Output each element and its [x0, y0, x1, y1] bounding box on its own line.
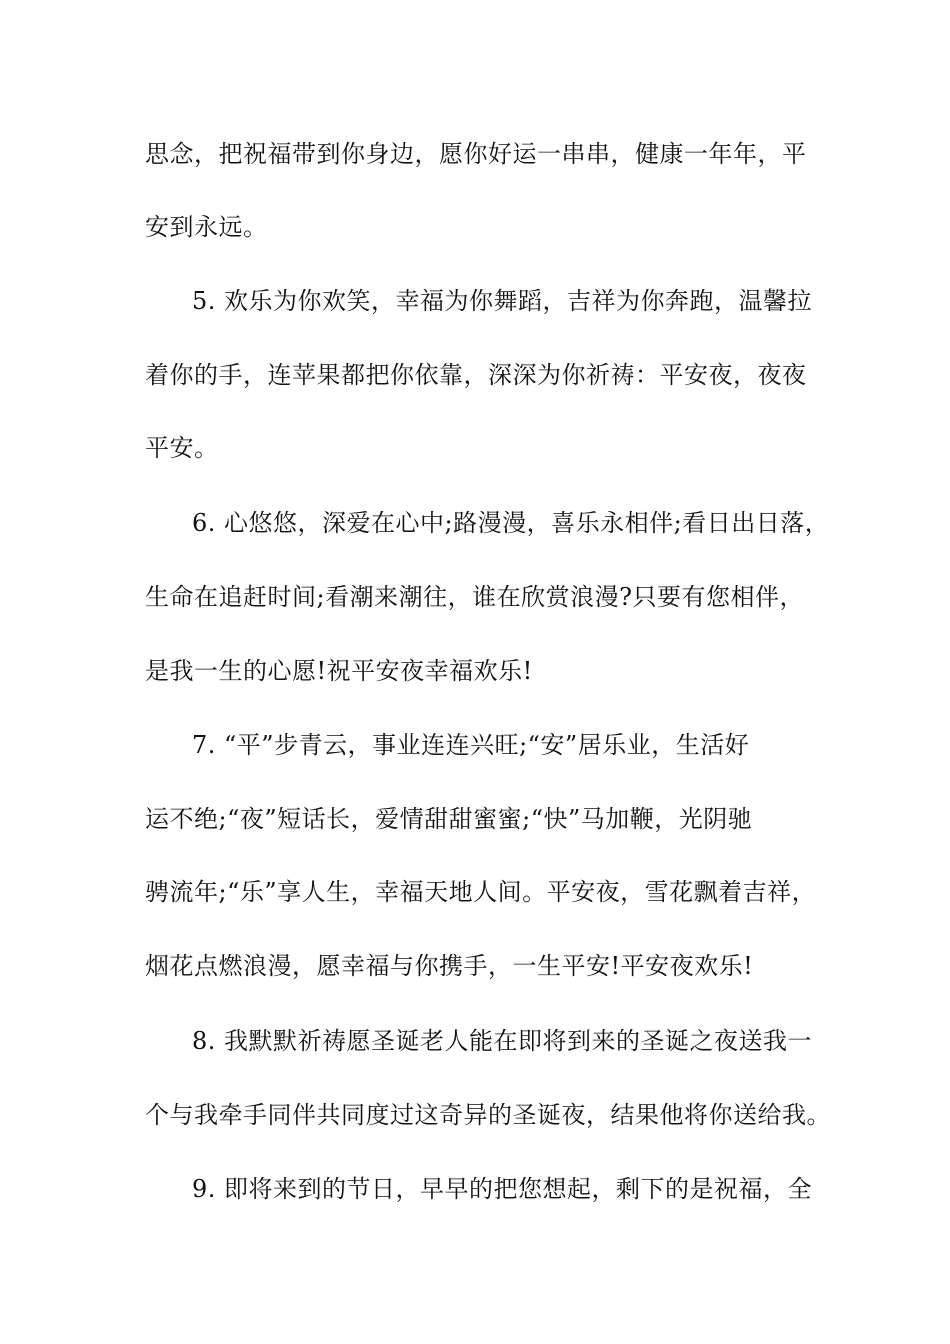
text-line: 平安。: [145, 434, 219, 462]
paragraph-9-start: 9. 即将来到的节日，早早的把您想起，剩下的是祝福，全: [192, 1175, 813, 1203]
text-line: 思念，把祝福带到你身边，愿你好运一串串，健康一年年，平: [145, 140, 807, 168]
text-line: 安到永远。: [145, 213, 268, 241]
text-line: 个与我牵手同伴共同度过这奇异的圣诞夜，结果他将你送给我。: [145, 1101, 831, 1129]
paragraph-5-start: 5. 欢乐为你欢笑，幸福为你舞蹈，吉祥为你奔跑，温馨拉: [192, 287, 813, 315]
text-line: 着你的手，连苹果都把你依靠，深深为你祈祷：平安夜，夜夜: [145, 361, 807, 389]
text-line: 骋流年;“乐”享人生，幸福天地人间。平安夜，雪花飘着吉祥，: [145, 878, 817, 906]
text-line: 运不绝;“夜”短话长，爱情甜甜蜜蜜;“快”马加鞭，光阴驰: [145, 805, 753, 833]
text-line: 是我一生的心愿!祝平安夜幸福欢乐!: [145, 657, 533, 685]
text-line: 烟花点燃浪漫，愿幸福与你携手，一生平安!平安夜欢乐!: [145, 952, 754, 980]
paragraph-6-start: 6. 心悠悠，深爱在心中;路漫漫，喜乐永相伴;看日出日落，: [192, 509, 830, 537]
paragraph-8-start: 8. 我默默祈祷愿圣诞老人能在即将到来的圣诞之夜送我一: [192, 1027, 813, 1055]
paragraph-7-start: 7. “平”步青云，事业连连兴旺;“安”居乐业，生活好: [192, 731, 750, 759]
text-line: 生命在追赶时间;看潮来潮往，谁在欣赏浪漫?只要有您相伴，: [145, 583, 804, 611]
